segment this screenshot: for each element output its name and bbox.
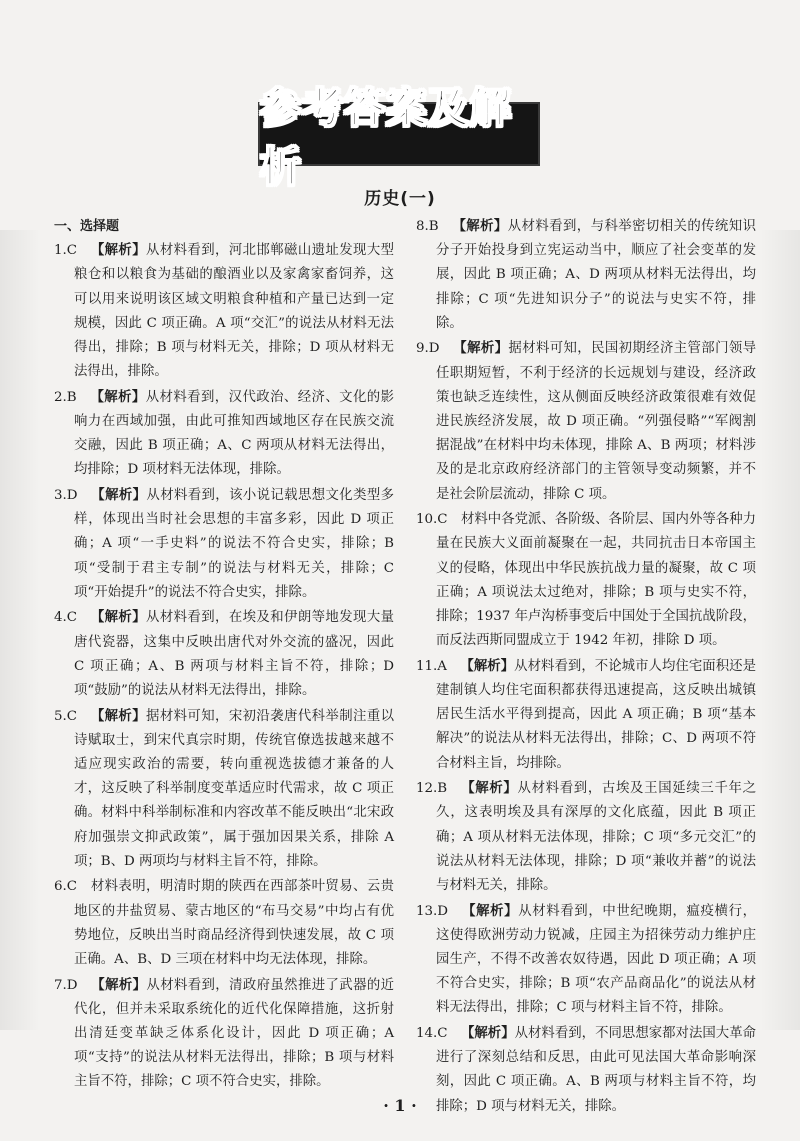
analysis-tag: 【解析】 — [90, 708, 147, 724]
analysis-tag: 【解析】 — [460, 658, 515, 674]
item-answer: B — [428, 219, 439, 234]
item-answer: D — [428, 341, 440, 357]
answer-item — [416, 337, 756, 506]
bleed-shadow-left — [0, 230, 40, 1030]
analysis-text: 从材料看到，汉代政治、经济、文化的影响力在西域加强，由此可推知西域地区存在民族交流交融，因此 B 项正确；A、C 两项从材料无法得出，均排除；D 项材料无法体现，排除。 — [74, 389, 395, 478]
item-number: 2. — [54, 389, 67, 405]
left-answer-list — [54, 239, 394, 1094]
left-column — [54, 215, 394, 1096]
item-number: 12. — [416, 781, 438, 797]
item-number: 3. — [54, 488, 67, 504]
answer-item — [54, 606, 394, 703]
item-number: 14. — [416, 1026, 438, 1042]
answer-item — [416, 900, 756, 1021]
analysis-text: 从材料看到，中世纪晚期，瘟疫横行，这使得欧洲劳动力锐减，庄园主为招徕劳动力维护庄园生产，不得不改善农奴待遇，因此 D 项正确；A 项不符合史实，排除；B 项“农产品商品化”的说法从材料无法得出，排除；C 项与材料主旨不符，排除。 — [436, 903, 757, 1016]
item-answer: C — [437, 1026, 448, 1042]
item-answer: D — [66, 488, 78, 504]
answer-item — [54, 386, 394, 483]
analysis-tag: 【解析】 — [460, 1026, 515, 1042]
analysis-text: 从材料看到，河北邯郸磁山遗址发现大型粮仓和以粮食为基础的酿酒业以及家禽家畜饲养，这可以用来说明该区域文明粮食种植和产量已达到一定规模，因此 C 项正确。A 项“交汇”的说法从材料无法得出，排除；B 项与材料无关，排除；D 项从材料无法得出，排除。 — [74, 243, 395, 380]
item-number: 13. — [416, 903, 438, 919]
analysis-text: 材料中各党派、各阶级、各阶层、国内外等各种力量在民族大义面前凝聚在一起，共同抗击日本帝国主义的侵略，体现出中华民族抗战力量的凝聚，故 C 项正确；A 项说法太过绝对，排除；B 项与史实不符，排除；1937 年卢沟桥事变后中国处于全国抗战阶段，而反法西斯同盟成立于 1942 年初，排除 D 项。 — [436, 512, 756, 649]
analysis-text: 材料表明，明清时期的陕西在西部茶叶贸易、云贵地区的井盐贸易、蒙古地区的“布马交易”中均占有优势地位，反映出当时商品经济得到快速发展，故 C 项正确。A、B、D 三项在材料中均无法体现，排除。 — [74, 879, 394, 968]
item-number: 1. — [54, 243, 67, 259]
item-number: 10. — [416, 512, 438, 528]
section-heading: 一、选择题 — [54, 219, 120, 234]
item-number: 5. — [54, 708, 67, 724]
answer-item — [54, 974, 394, 1095]
answer-item — [416, 508, 756, 653]
analysis-text: 从材料看到，古埃及王国延续三千年之久，这表明埃及具有深厚的文化底蕴，因此 B 项正确；A 项从材料无法体现，排除；C 项“多元交汇”的说法从材料无法体现，排除；D 项“兼收并蓄”的说法与材料无关，排除。 — [436, 781, 757, 894]
analysis-text: 据材料可知，宋初沿袭唐代科举制注重以诗赋取士，到宋代真宗时期，传统官僚选拔越来越不适应现实政治的需要，转向重视选拔德才兼备的人才，这反映了科举制度变革适应时代需求，故 C 项正确。材料中科举制标准和内容改革不能反映出“北宋政府加强崇文抑武政策”，属于强加因果关系，排除 A 项；B、D 两项均与材料主旨不符，排除。 — [74, 708, 395, 869]
section-subtitle: 历史(一) — [364, 189, 436, 209]
analysis-tag: 【解析】 — [90, 389, 146, 405]
analysis-tag: 【解析】 — [461, 903, 519, 919]
analysis-tag: 【解析】 — [452, 341, 509, 357]
analysis-text: 从材料看到，不论城市人均住宅面积还是建制镇人均住宅面积都获得迅速提高，这反映出城镇居民生活水平得到提高，因此 A 项正确；B 项“基本解决”的说法从材料无法得出，排除；C、D 两项不符合材料主旨，均排除。 — [436, 658, 757, 771]
item-number: 11. — [416, 658, 438, 674]
item-answer: C — [66, 610, 78, 626]
analysis-tag: 【解析】 — [90, 488, 147, 504]
item-answer: D — [66, 977, 78, 993]
item-answer: C — [66, 708, 78, 724]
item-number: 4. — [54, 610, 67, 626]
right-answer-list — [416, 215, 756, 1119]
item-answer: D — [437, 903, 449, 919]
item-number: 8. — [416, 219, 429, 234]
analysis-text: 从材料看到，不同思想家都对法国大革命进行了深刻总结和反思，由此可见法国大革命影响深刻，因此 C 项正确。A、B 两项与材料主旨不符，均排除；D 项与材料无关，排除。 — [436, 1026, 757, 1114]
answer-item — [54, 705, 394, 874]
analysis-tag: 【解析】 — [90, 977, 147, 993]
analysis-tag: 【解析】 — [452, 219, 508, 234]
item-answer: C — [437, 512, 448, 528]
analysis-text: 从材料看到，清政府虽然推进了武器的近代化，但并未采取系统化的近代化保障措施，这折射出清廷变革缺乏体系化设计，因此 D 项正确；A 项“支持”的说法从材料无法得出，排除；B 项与材料主旨不符，排除；C 项不符合史实，排除。 — [74, 977, 395, 1090]
item-number: 6. — [54, 879, 67, 895]
item-answer: B — [437, 781, 448, 797]
item-answer: C — [66, 243, 78, 259]
right-column — [416, 215, 756, 1120]
item-number: 9. — [416, 341, 429, 357]
page-title: 参考答案及解析 — [260, 84, 512, 191]
title-banner — [260, 84, 538, 191]
page-number: · 1 · — [383, 1096, 417, 1115]
answer-item — [54, 484, 394, 605]
answer-item — [54, 239, 394, 384]
item-answer: C — [66, 879, 78, 895]
bleed-shadow-right — [760, 230, 800, 1030]
analysis-text: 从材料看到，与科举密切相关的传统知识分子开始投身到立宪运动当中，顺应了社会变革的发展，因此 B 项正确；A、D 两项从材料无法得出，均排除；C 项“先进知识分子”的说法与史实不符，排除。 — [436, 219, 757, 331]
answer-item — [416, 215, 756, 336]
answer-item — [416, 655, 756, 776]
item-answer: B — [66, 389, 77, 405]
analysis-tag: 【解析】 — [460, 781, 518, 797]
answer-item — [54, 875, 394, 972]
answer-item — [416, 777, 756, 898]
analysis-tag: 【解析】 — [90, 243, 147, 259]
analysis-text: 据材料可知，民国初期经济主管部门领导任职期短暂，不利于经济的长远规划与建设，经济政策也缺乏连续性，这从侧面反映经济政策很难有效促进民族经济发展，故 D 项正确。“列强侵略”“军阀割据混战”在材料中均未体现，排除 A、B 两项；材料涉及的是北京政府经济部门的主管领导变动频繁，并不是社会阶层流动，排除 C 项。 — [436, 341, 757, 502]
analysis-text: 从材料看到，在埃及和伊朗等地发现大量唐代瓷器，这集中反映出唐代对外交流的盛况，因此 C 项正确；A、B 两项与材料主旨不符，排除；D 项“鼓励”的说法从材料无法得出，排除。 — [74, 610, 395, 699]
analysis-text: 从材料看到，该小说记载思想文化类型多样，体现出当时社会思想的丰富多彩，因此 D 项正确；A 项“一手史料”的说法不符合史实，排除；B 项“受制于君主专制”的说法与材料无关，排除；C 项“开始提升”的说法不符合史实，排除。 — [74, 488, 395, 600]
analysis-tag: 【解析】 — [90, 610, 147, 626]
item-answer: A — [437, 658, 447, 674]
item-number: 7. — [54, 977, 67, 993]
